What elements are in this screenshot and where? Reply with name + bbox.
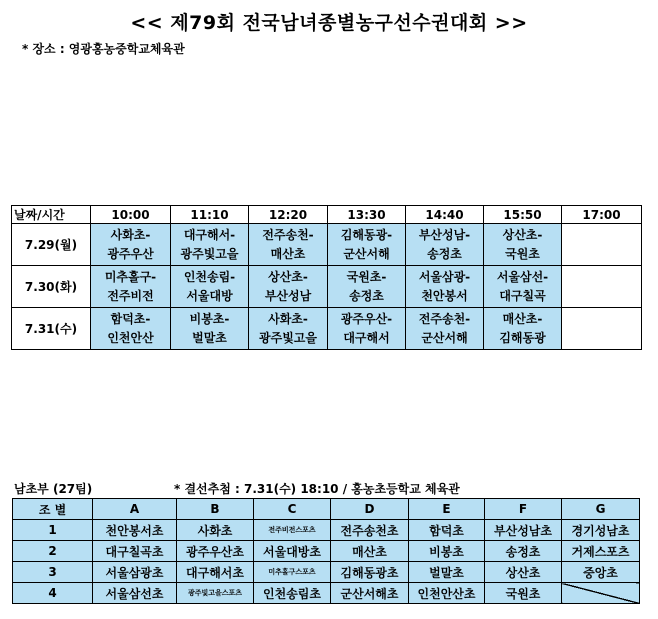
team-away: 전주비전 (107, 288, 154, 303)
team-away: 송정초 (427, 246, 462, 261)
team-away: 부산성남 (264, 288, 312, 303)
team-away: 국원초 (505, 246, 540, 261)
game-cell (249, 308, 328, 350)
game-cell (484, 224, 562, 266)
team-away: 서울대방 (186, 288, 233, 303)
team-cell: 매산초 (331, 541, 409, 562)
groups-row (13, 541, 640, 562)
team-away: 김해동광 (499, 330, 546, 345)
team-away: 광주빛고을 (259, 330, 317, 345)
team-cell: 비봉초 (409, 541, 485, 562)
group-letter: G (562, 499, 640, 520)
game-cell (328, 266, 406, 308)
time-header: 14:40 (406, 206, 484, 224)
group-letter: C (254, 499, 331, 520)
groups-table (12, 498, 640, 604)
group-letter: E (409, 499, 485, 520)
time-header: 12:20 (249, 206, 328, 224)
team-home: 광주우산- (340, 311, 393, 326)
schedule-row (12, 224, 642, 266)
game-cell (91, 308, 171, 350)
team-cell: 상산초 (485, 562, 562, 583)
schedule-row (12, 266, 642, 308)
team-away: 대구해서 (343, 330, 390, 345)
game-cell (406, 308, 484, 350)
game-cell (91, 266, 171, 308)
schedule-header-row (12, 206, 642, 224)
time-header: 15:50 (484, 206, 562, 224)
game-cell (406, 266, 484, 308)
team-home: 국원초- (346, 269, 387, 284)
game-cell (484, 266, 562, 308)
groups-header-row (13, 499, 640, 520)
team-cell: 서울삼선초 (93, 583, 177, 604)
team-cell: 경기성남초 (562, 520, 640, 541)
seed-number: 3 (13, 562, 93, 583)
team-cell: 군산서해초 (331, 583, 409, 604)
team-cell: 서울삼광초 (93, 562, 177, 583)
team-cell: 인천안산초 (409, 583, 485, 604)
team-away: 천안봉서 (421, 288, 468, 303)
team-home: 상산초- (268, 269, 308, 284)
team-home: 전주송천- (418, 311, 471, 326)
team-away: 광주빛고을 (180, 246, 239, 261)
game-cell (91, 224, 171, 266)
team-cell: 대구해서초 (177, 562, 254, 583)
team-cell: 김해동광초 (331, 562, 409, 583)
game-cell (328, 308, 406, 350)
venue-note: * 장소 : 영광홍농중학교체육관 (22, 42, 185, 56)
game-cell (328, 224, 406, 266)
schedule-row (12, 308, 642, 350)
team-away: 송정초 (349, 288, 384, 303)
date-cell: 7.29(월) (12, 224, 91, 266)
game-cell (171, 266, 249, 308)
team-home: 전주송천- (262, 227, 314, 242)
team-home: 매산초- (502, 311, 543, 326)
team-away: 광주우산 (107, 246, 154, 261)
empty-game-cell (562, 266, 642, 308)
team-home: 사화초- (110, 227, 151, 242)
seed-number: 4 (13, 583, 93, 604)
group-letter: A (93, 499, 177, 520)
team-away: 매산초 (270, 246, 306, 261)
empty-game-cell (562, 308, 642, 350)
team-cell: 사화초 (177, 520, 254, 541)
game-cell (249, 224, 328, 266)
date-cell: 7.31(수) (12, 308, 91, 350)
game-cell (171, 308, 249, 350)
groups-corner-label: 조 별 (13, 499, 93, 520)
seed-number: 1 (13, 520, 93, 541)
team-cell: 미추홀구스포츠 (254, 562, 331, 583)
team-away: 군산서해 (343, 246, 390, 261)
time-header: 17:00 (562, 206, 642, 224)
team-home: 서울삼광- (418, 269, 471, 284)
schedule-table (11, 205, 642, 350)
team-away: 군산서해 (421, 330, 468, 345)
team-cell: 벌말초 (409, 562, 485, 583)
team-cell: 서울대방초 (254, 541, 331, 562)
time-header: 10:00 (91, 206, 171, 224)
team-cell: 천안봉서초 (93, 520, 177, 541)
team-home: 상산초- (502, 227, 543, 242)
team-home: 김해동광- (340, 227, 393, 242)
time-header: 13:30 (328, 206, 406, 224)
team-home: 비봉초- (189, 311, 230, 326)
date-cell: 7.30(화) (12, 266, 91, 308)
team-home: 함덕초- (110, 311, 151, 326)
team-away: 벌말초 (192, 330, 227, 345)
final-draw-note: * 결선추첨 : 7.31(수) 18:10 / 홍농초등학교 체육관 (174, 482, 460, 496)
page-title: << 제79회 전국남녀종별농구선수권대회 >> (130, 12, 528, 34)
team-cell: 함덕초 (409, 520, 485, 541)
team-cell: 광주빛고을스포츠 (177, 583, 254, 604)
time-header: 11:10 (171, 206, 249, 224)
group-letter: D (331, 499, 409, 520)
division-label: 남초부 (27팀) (14, 482, 93, 496)
groups-row (13, 583, 640, 604)
game-cell (171, 224, 249, 266)
groups-row (13, 520, 640, 541)
group-letter: B (177, 499, 254, 520)
team-cell: 부산성남초 (485, 520, 562, 541)
empty-game-cell (562, 224, 642, 266)
game-cell (406, 224, 484, 266)
team-home: 미추홀구- (104, 269, 157, 284)
group-letter: F (485, 499, 562, 520)
groups-row (13, 562, 640, 583)
team-cell: 전주비전스포츠 (254, 520, 331, 541)
team-cell: 전주송천초 (331, 520, 409, 541)
team-cell: 중앙초 (562, 562, 640, 583)
team-cell: 대구칠곡초 (93, 541, 177, 562)
team-away: 인천안산 (107, 330, 154, 345)
team-home: 대구해서- (183, 227, 236, 242)
team-cell: 광주우산초 (177, 541, 254, 562)
team-home: 사화초- (268, 311, 308, 326)
seed-number: 2 (13, 541, 93, 562)
team-away: 대구칠곡 (499, 288, 546, 303)
team-home: 부산성남- (418, 227, 471, 242)
team-cell: 국원초 (485, 583, 562, 604)
team-home: 인천송림- (183, 269, 236, 284)
game-cell (249, 266, 328, 308)
team-cell: 거제스포츠 (562, 541, 640, 562)
schedule-corner-label: 날짜/시간 (12, 206, 91, 224)
team-cell: 인천송림초 (254, 583, 331, 604)
empty-slot-diagonal (562, 583, 640, 604)
team-home: 서울삼선- (496, 269, 549, 284)
team-cell: 송정초 (485, 541, 562, 562)
game-cell (484, 308, 562, 350)
